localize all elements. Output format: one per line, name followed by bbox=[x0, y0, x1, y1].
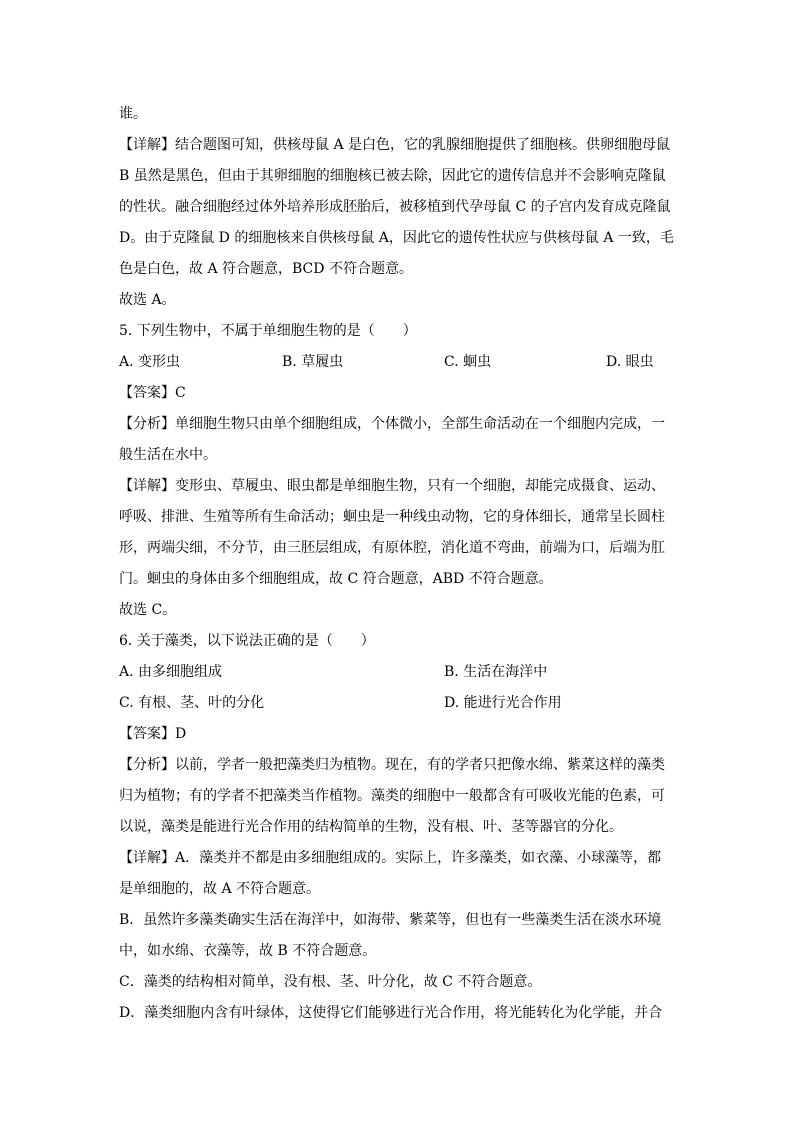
text-line: 门。蛔虫的身体由多个细胞组成，故 C 符合题意，ABD 不符合题意。 bbox=[119, 571, 553, 587]
text-line: B．虽然许多藻类确实生活在海洋中，如海带、紫菜等，但也有一些藻类生活在淡水环境 bbox=[119, 912, 662, 928]
q6-option-b: B. 生活在海洋中 bbox=[444, 664, 548, 680]
text-line: 的性状。融合细胞经过体外培养形成胚胎后，被移植到代孕母鼠 C 的子宫内发育成克隆鼠 bbox=[119, 199, 671, 215]
text-line: D．藻类细胞内含有叶绿体，这使得它们能够进行光合作用，将光能转化为化学能，并合 bbox=[119, 1005, 663, 1021]
text-line: B 虽然是黑色，但由于其卵细胞的细胞核已被去除，因此它的遗传信息并不会影响克隆鼠 bbox=[119, 168, 666, 184]
q5-answer: 【答案】C bbox=[119, 385, 186, 401]
text-line: 中，如水绵、衣藻等，故 B 不符合题意。 bbox=[119, 943, 377, 959]
q6-option-a: A. 由多细胞组成 bbox=[119, 664, 223, 680]
q6-option-c: C. 有根、茎、叶的分化 bbox=[119, 695, 265, 711]
text-line: 【详解】变形虫、草履虫、眼虫都是单细胞生物，只有一个细胞，却能完成摄食、运动、 bbox=[119, 478, 665, 494]
text-line: 色是白色，故 A 符合题意，BCD 不符合题意。 bbox=[119, 261, 413, 277]
q5-option-c: C. 蛔虫 bbox=[444, 354, 492, 370]
text-line: 【分析】以前，学者一般把藻类归为植物。现在，有的学者只把像水绵、紫菜这样的藻类 bbox=[119, 757, 665, 773]
text-line: 故选 C。 bbox=[119, 602, 177, 618]
q5-option-d: D. 眼虫 bbox=[606, 354, 654, 370]
text-line: 呼吸、排泄、生殖等所有生命活动；蛔虫是一种线虫动物，它的身体细长，通常呈长圆柱 bbox=[119, 509, 665, 525]
text-line: C．藻类的结构相对简单，没有根、茎、叶分化，故 C 不符合题意。 bbox=[119, 974, 542, 990]
q5-option-a: A. 变形虫 bbox=[119, 354, 181, 370]
question-5-stem: 5. 下列生物中，不属于单细胞生物的是（ ） bbox=[119, 323, 417, 339]
q6-answer: 【答案】D bbox=[119, 726, 187, 742]
text-line: 般生活在水中。 bbox=[119, 447, 217, 463]
text-line: 谁。 bbox=[119, 106, 147, 122]
q5-option-b: B. 草履虫 bbox=[282, 354, 344, 370]
text-line: 【分析】单细胞生物只由单个细胞组成，个体微小，全部生命活动在一个细胞内完成，一 bbox=[119, 416, 665, 432]
text-line: D。由于克隆鼠 D 的细胞核来自供核母鼠 A，因此它的遗传性状应与供核母鼠 A 一致，毛 bbox=[119, 230, 674, 246]
text-line: 归为植物；有的学者不把藻类当作植物。藻类的细胞中一般都含有可吸收光能的色素，可 bbox=[119, 788, 665, 804]
text-line: 【详解】结合题图可知，供核母鼠 A 是白色，它的乳腺细胞提供了细胞核。供卵细胞母鼠 bbox=[119, 137, 671, 153]
text-line: 以说，藻类是能进行光合作用的结构简单的生物，没有根、叶、茎等器官的分化。 bbox=[119, 819, 623, 835]
question-6-stem: 6. 关于藻类，以下说法正确的是（ ） bbox=[119, 633, 375, 649]
text-line: 是单细胞的，故 A 不符合题意。 bbox=[119, 881, 321, 897]
text-line: 【详解】A．藻类并不都是由多细胞组成的。实际上，许多藻类，如衣藻、小球藻等，都 bbox=[119, 850, 662, 866]
text-line: 故选 A。 bbox=[119, 292, 176, 308]
q6-option-d: D. 能进行光合作用 bbox=[444, 695, 562, 711]
text-line: 形，两端尖细，不分节，由三胚层组成，有原体腔，消化道不弯曲，前端为口，后端为肛 bbox=[119, 540, 665, 556]
